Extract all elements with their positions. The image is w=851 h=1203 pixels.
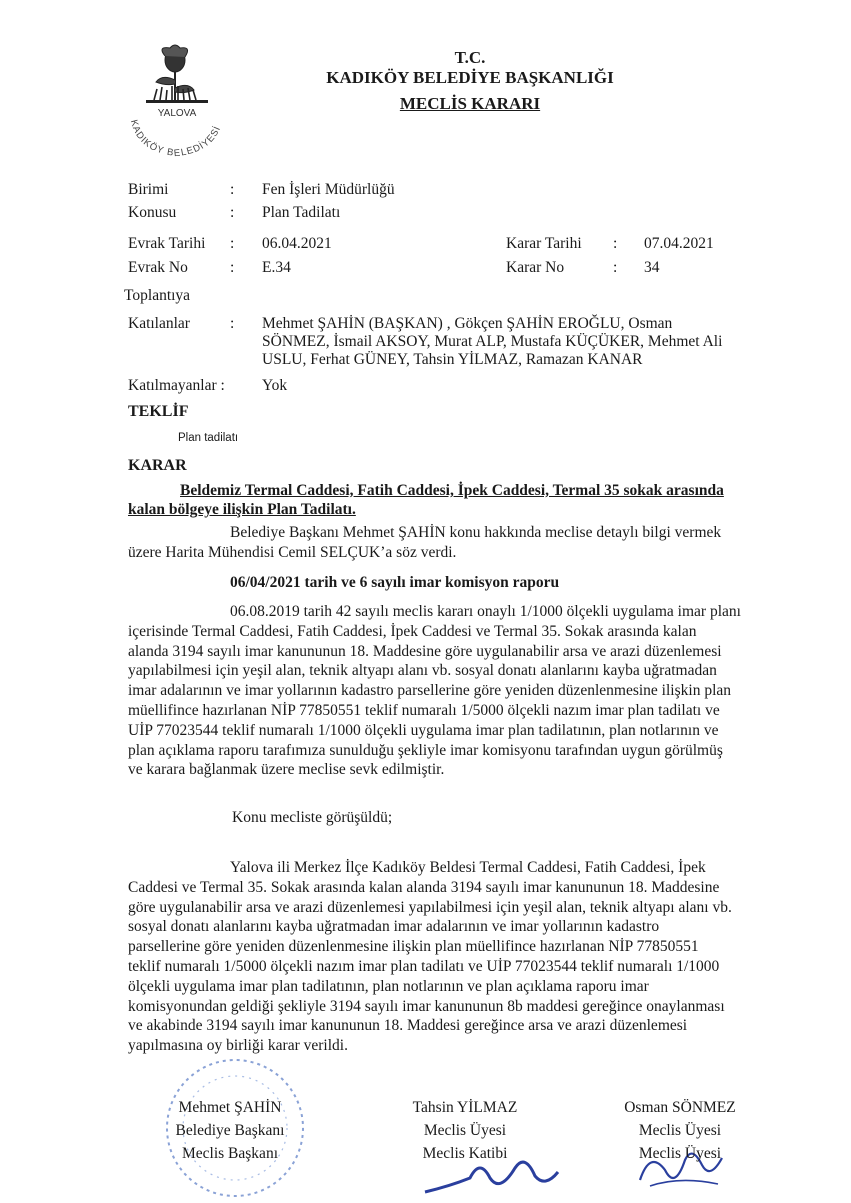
logo-top-text: YALOVA: [157, 108, 197, 119]
decision-line: teklif numaralı 1/5000 ölçekli nazım imar plan tadilatı ve UİP 77023544 teklif numaralı 1/1000: [128, 957, 720, 975]
signature-title: Meclis Üyesi: [423, 1122, 507, 1139]
signature-name: Mehmet ŞAHİN: [178, 1099, 282, 1116]
konusu-label: Konusu: [128, 204, 177, 221]
karar-no-value: 34: [644, 259, 660, 276]
birimi-label: Birimi: [128, 181, 169, 198]
birimi-colon: :: [230, 181, 235, 198]
report-line: plan açıklama raporu tarafımıza sunulduğu şekliyle imar komisyonu tarafından uygun görülmüş: [128, 741, 723, 759]
katilanlar-line: USLU, Ferhat GÜNEY, Tahsin YİLMAZ, Ramazan KANAR: [262, 351, 643, 368]
signature-title: Belediye Başkanı: [175, 1122, 285, 1139]
report-line: imar adalarının ve imar yollarının kadastro parsellerine göre yeniden düzenlenmesine ilişkin plan: [128, 682, 732, 700]
karar-intro-line: üzere Harita Mühendisi Cemil SELÇUK’a söz verdi.: [128, 544, 457, 561]
discussed-text: Konu mecliste görüşüldü;: [232, 809, 393, 826]
report-title: 06/04/2021 tarih ve 6 sayılı imar komisyon raporu: [230, 574, 560, 591]
evrak-no-label: Evrak No: [128, 259, 188, 276]
katilanlar-colon: :: [230, 315, 235, 332]
decision-line: parsellerine göre yeniden düzenlenmesine ilişkin plan müellifince hazırlanan NİP 77850551: [128, 938, 699, 956]
karar-tarihi-value: 07.04.2021: [644, 235, 714, 252]
teklif-heading: TEKLİF: [128, 403, 189, 420]
karar-subject-line: Beldemiz Termal Caddesi, Fatih Caddesi, İpek Caddesi, Termal 35 sokak arasında: [180, 482, 724, 499]
decision-line: yapılmasına oy birliği karar verildi.: [128, 1037, 348, 1055]
signature-name: Osman SÖNMEZ: [624, 1099, 736, 1116]
signature-block-baskan: [150, 1096, 310, 1165]
evrak-tarihi-colon: :: [230, 235, 235, 252]
logo-ring-text: KADIKÖY BELEDİYESİ: [127, 118, 224, 160]
karar-no-label: Karar No: [506, 259, 565, 276]
report-line: yapılabilmesi için yeşil alan, teknik altyapı alanı vb. sosyal donatı alanlarını kayba uğratmadan: [128, 662, 717, 680]
report-line: içerisinde Termal Caddesi, Fatih Caddesi, İpek Caddesi ve Termal 35. Sokak arasında kalan: [128, 622, 697, 640]
decision-line: komisyonundan geldiği şekliyle 3194 sayılı imar kanununun 8b maddesi gereğince onaylanması: [128, 997, 725, 1015]
header-doc-type: MECLİS KARARI: [399, 94, 541, 113]
konusu-colon: :: [230, 204, 235, 221]
decision-line: ölçekli uygulama imar plan tadilatının, plan notlarının ve plan açıklama raporu imar: [128, 977, 649, 995]
teklif-text: Plan tadilatı: [178, 432, 239, 444]
signature-block-katip: [385, 1096, 545, 1165]
evrak-no-value: E.34: [262, 259, 291, 276]
decision-line: göre uygulanabilir arsa ve arazi düzenlemesi yapılabilmesi için yeşil alan, teknik altyapı alanı vb.: [128, 898, 732, 916]
birimi-value: Fen İşleri Müdürlüğü: [262, 181, 395, 198]
report-body: [128, 602, 828, 780]
signature-role: Meclis Üyesi: [638, 1145, 722, 1162]
karar-tarihi-label: Karar Tarihi: [506, 235, 582, 252]
karar-heading: KARAR: [128, 457, 187, 474]
katilanlar-line: SÖNMEZ, İsmail AKSOY, Murat ALP, Mustafa KÜÇÜKER, Mehmet Ali: [262, 333, 723, 350]
karar-tarihi-colon: :: [613, 235, 618, 252]
signature-title: Meclis Üyesi: [638, 1122, 722, 1139]
report-line: müellifince hazırlanan NİP 77850551 teklif numaralı 1/5000 ölçekli nazım imar plan tadilatı ve: [128, 701, 720, 719]
decision-line: ve akabinde 3194 sayılı imar kanununun 18. Maddesi gereğince arsa ve arazi düzenlemesi: [128, 1017, 688, 1035]
header-institution: KADIKÖY BELEDİYE BAŞKANLIĞI: [326, 68, 614, 87]
katilmayanlar-label: Katılmayanlar :: [128, 377, 225, 394]
evrak-no-colon: :: [230, 259, 235, 276]
toplanti-label: Toplantıya: [124, 287, 191, 304]
decision-line: sosyal donatı alanlarını kayba uğratmadan imar adalarının ve imar yollarının kadastro: [128, 918, 660, 936]
report-line: alanda 3194 sayılı imar kanununun 18. Maddesine göre uygulanabilir arsa ve arazi düzenlemesi: [128, 642, 722, 660]
signature-block-uye: [600, 1096, 760, 1165]
signature-role: Meclis Başkanı: [182, 1145, 278, 1162]
decision-body: [128, 858, 828, 1056]
karar-no-colon: :: [613, 259, 618, 276]
decision-line: Yalova ili Merkez İlçe Kadıköy Beldesi Termal Caddesi, Fatih Caddesi, İpek: [230, 859, 706, 876]
katilanlar-label: Katılanlar: [128, 315, 190, 332]
report-line: 06.08.2019 tarih 42 sayılı meclis kararı onaylı 1/1000 ölçekli uygulama imar planı: [230, 603, 741, 620]
decision-line: Caddesi ve Termal 35. Sokak arasında kalan alanda 3194 sayılı imar kanununun 18. Maddesine: [128, 878, 720, 896]
evrak-tarihi-value: 06.04.2021: [262, 235, 332, 252]
signature-name: Tahsin YİLMAZ: [412, 1099, 518, 1116]
karar-intro-line: Belediye Başkanı Mehmet ŞAHİN konu hakkında meclise detaylı bilgi vermek: [230, 524, 722, 541]
konusu-value: Plan Tadilatı: [262, 204, 341, 221]
evrak-tarihi-label: Evrak Tarihi: [128, 235, 206, 252]
header-country: T.C.: [454, 48, 486, 67]
katilanlar-line: Mehmet ŞAHİN (BAŞKAN) , Gökçen ŞAHİN EROĞLU, Osman: [262, 315, 673, 332]
report-line: UİP 77023544 teklif numaralı 1/1000 ölçekli uygulama imar plan tadilatının, plan notlarının ve: [128, 721, 719, 739]
report-line: ve karara bağlanmak üzere meclise sevk edilmiştir.: [128, 761, 445, 779]
signature-role: Meclis Katibi: [422, 1145, 508, 1162]
municipality-logo: [112, 42, 242, 170]
karar-subject-line: kalan bölgeye ilişkin Plan Tadilatı.: [128, 501, 356, 518]
katilmayanlar-value: Yok: [262, 377, 288, 394]
